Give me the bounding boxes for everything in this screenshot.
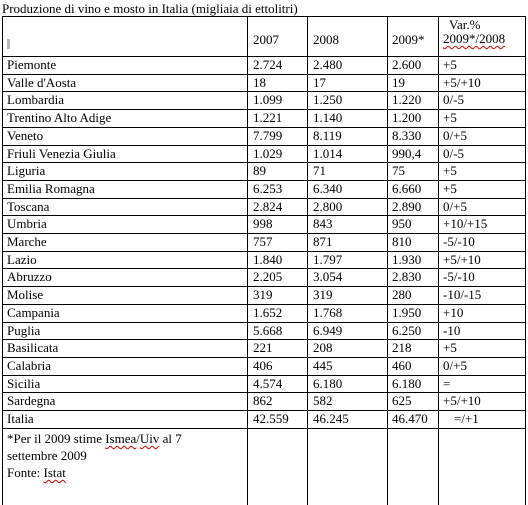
grid-line-vertical	[307, 16, 308, 505]
column-marker	[7, 39, 10, 49]
cell-var: 0/+5	[443, 198, 467, 214]
header-var-line1: Var.%	[449, 17, 481, 32]
cell-2009: 6.660	[392, 180, 422, 196]
grid-line-horizontal	[2, 428, 526, 429]
cell-2009: 2.600	[392, 57, 422, 72]
cell-2007: 7.799	[253, 127, 283, 143]
cell-region: Umbria	[7, 216, 47, 232]
spellcheck-ismea: Ismea	[105, 431, 137, 446]
cell-var: 0/-5	[443, 92, 464, 108]
cell-2007: 1.099	[253, 92, 283, 108]
cell-2007: 89	[253, 163, 266, 179]
total-2009: 46.470	[392, 411, 428, 426]
cell-var: -5/-10	[443, 269, 475, 285]
cell-2009: 2.890	[392, 198, 422, 214]
cell-var: +5	[443, 163, 457, 179]
cell-var: +5/+10	[443, 393, 481, 409]
cell-region: Friuli Venezia Giulia	[7, 145, 116, 161]
grid-line-horizontal	[2, 375, 526, 376]
cell-2009: 1.200	[392, 110, 422, 126]
total-2007: 42.559	[253, 411, 289, 426]
cell-var: 0/-5	[443, 145, 464, 161]
cell-var: 0/+5	[443, 357, 467, 373]
cell-var: =	[443, 375, 451, 391]
cell-2009: 460	[392, 357, 412, 373]
cell-2008: 2.480	[313, 57, 343, 72]
cell-2009: 218	[392, 340, 412, 356]
cell-region: Sicilia	[7, 375, 41, 391]
cell-2007: 5.668	[253, 322, 283, 338]
grid-line-horizontal	[2, 127, 526, 128]
cell-2007: 4.574	[253, 375, 283, 391]
grid-line-horizontal	[2, 392, 526, 393]
cell-2008: 1.250	[313, 92, 343, 108]
header-var-line2: 2009*/2008	[443, 31, 506, 46]
grid-line-horizontal	[2, 286, 526, 287]
cell-region: Lazio	[7, 251, 37, 267]
grid-line-horizontal	[2, 215, 526, 216]
cell-region: Emilia Romagna	[7, 180, 95, 196]
cell-var: 0/+5	[443, 127, 467, 143]
cell-2008: 17	[313, 74, 326, 90]
grid-line-horizontal	[2, 56, 526, 57]
cell-2008: 3.054	[313, 269, 343, 285]
cell-2007: 18	[253, 74, 266, 90]
cell-var: +10/+15	[443, 216, 488, 232]
cell-region: Veneto	[7, 127, 44, 143]
cell-2009: 19	[392, 74, 405, 90]
cell-2009: 1.220	[392, 92, 422, 108]
grid-line-horizontal	[2, 198, 526, 199]
cell-2008: 6.180	[313, 375, 343, 391]
cell-region: Liguria	[7, 163, 46, 179]
grid-line-vertical	[438, 16, 439, 505]
cell-2008: 2.800	[313, 198, 343, 214]
cell-2008: 208	[313, 340, 333, 356]
cell-var: +5	[443, 57, 457, 72]
cell-2009: 990,4	[392, 145, 422, 161]
grid-line-vertical	[525, 16, 526, 505]
footnote-line-1: *Per il 2009 stime Ismea/Uiv al 7	[7, 431, 182, 446]
header-2008: 2008	[313, 32, 339, 47]
cell-region: Trentino Alto Adige	[7, 110, 112, 126]
grid-line-horizontal	[2, 180, 526, 181]
cell-2009: 1.930	[392, 251, 422, 267]
footnote-line-3: Fonte: Istat	[7, 465, 66, 480]
grid-line-vertical	[247, 16, 248, 505]
cell-var: +5	[443, 340, 457, 356]
grid-line-horizontal	[2, 304, 526, 305]
spellcheck-istat: Istat	[43, 465, 66, 480]
cell-2007: 757	[253, 234, 273, 249]
grid-line-horizontal	[2, 91, 526, 92]
cell-2008: 8.119	[313, 127, 342, 143]
grid-line-horizontal	[2, 251, 526, 252]
grid-line-horizontal	[2, 322, 526, 323]
grid-line-horizontal	[2, 233, 526, 234]
grid-line-horizontal	[2, 339, 526, 340]
cell-var: -10/-15	[443, 287, 482, 303]
cell-region: Campania	[7, 304, 60, 320]
cell-2007: 319	[253, 287, 273, 303]
cell-2008: 71	[313, 163, 326, 179]
cell-region: Marche	[7, 234, 47, 249]
cell-2009: 810	[392, 234, 412, 249]
cell-var: -10	[443, 322, 461, 338]
cell-2009: 280	[392, 287, 412, 303]
cell-2007: 1.221	[253, 110, 283, 126]
cell-2007: 6.253	[253, 180, 283, 196]
cell-2007: 2.824	[253, 198, 283, 214]
cell-region: Calabria	[7, 357, 52, 373]
cell-region: Piemonte	[7, 57, 57, 72]
cell-var: +5	[443, 180, 457, 196]
cell-region: Toscana	[7, 198, 50, 214]
cell-2007: 862	[253, 393, 273, 409]
cell-2009: 625	[392, 393, 412, 409]
cell-region: Lombardia	[7, 92, 65, 108]
cell-2008: 582	[313, 393, 333, 409]
grid-line-horizontal	[2, 162, 526, 163]
cell-region: Puglia	[7, 322, 41, 338]
cell-2007: 1.652	[253, 304, 283, 320]
cell-2008: 6.340	[313, 180, 343, 196]
cell-2007: 2.724	[253, 57, 283, 72]
cell-2008: 1.797	[313, 251, 343, 267]
cell-var: +5/+10	[443, 74, 481, 90]
total-region: Italia	[7, 411, 34, 426]
cell-var: +10	[443, 304, 464, 320]
cell-2009: 950	[392, 216, 412, 232]
cell-2008: 319	[313, 287, 333, 303]
cell-2008: 1.014	[313, 145, 343, 161]
cell-2007: 998	[253, 216, 273, 232]
cell-region: Basilicata	[7, 340, 59, 356]
grid-line-horizontal	[2, 145, 526, 146]
cell-2009: 2.830	[392, 269, 422, 285]
cell-2009: 75	[392, 163, 405, 179]
total-var: =/+1	[454, 411, 479, 426]
grid-line-horizontal	[2, 357, 526, 358]
cell-2008: 6.949	[313, 322, 343, 338]
cell-2009: 1.950	[392, 304, 422, 320]
cell-var: +5/+10	[443, 251, 481, 267]
cell-2007: 406	[253, 357, 273, 373]
cell-2009: 6.250	[392, 322, 422, 338]
grid-line-horizontal	[2, 74, 526, 75]
cell-var: +5	[443, 110, 457, 126]
cell-2009: 6.180	[392, 375, 422, 391]
cell-2007: 221	[253, 340, 273, 356]
grid-line-horizontal	[2, 268, 526, 269]
cell-var: -5/-10	[443, 234, 475, 249]
cell-region: Sardegna	[7, 393, 56, 409]
grid-line-vertical	[2, 16, 3, 505]
header-2009: 2009*	[392, 32, 425, 47]
wine-production-table	[2, 16, 526, 505]
cell-2008: 843	[313, 216, 333, 232]
cell-region: Molise	[7, 287, 44, 303]
cell-2008: 871	[313, 234, 333, 249]
grid-line-horizontal	[2, 109, 526, 110]
cell-region: Abruzzo	[7, 269, 52, 285]
grid-line-vertical	[387, 16, 388, 505]
cell-2008: 445	[313, 357, 333, 373]
table-title: Produzione di vino e mosto in Italia (migliaia di ettolitri)	[2, 1, 298, 16]
cell-2007: 1.840	[253, 251, 283, 267]
cell-region: Valle d'Aosta	[7, 74, 77, 90]
cell-2008: 1.768	[313, 304, 343, 320]
grid-line-horizontal	[2, 410, 526, 411]
total-2008: 46.245	[313, 411, 349, 426]
header-2007: 2007	[253, 32, 279, 47]
cell-2007: 1.029	[253, 145, 283, 161]
footnote	[7, 430, 182, 481]
cell-2008: 1.140	[313, 110, 343, 126]
spellcheck-uiv: Uiv	[139, 431, 160, 446]
cell-2009: 8.330	[392, 127, 422, 143]
footnote-line-2: settembre 2009	[7, 448, 87, 463]
cell-2007: 2.205	[253, 269, 283, 285]
grid-line-horizontal	[2, 16, 526, 17]
